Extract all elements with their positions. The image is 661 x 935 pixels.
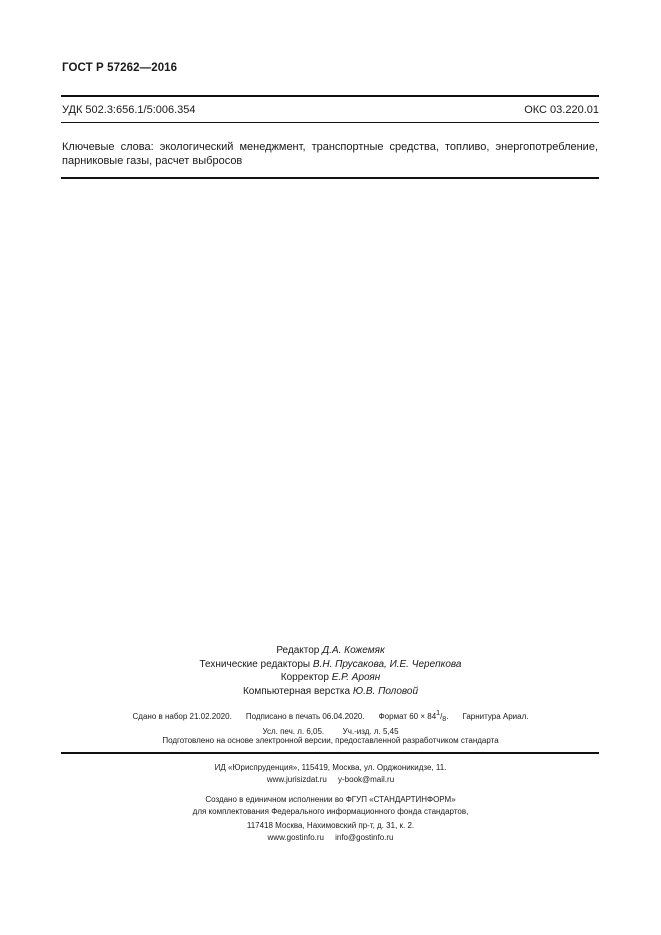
credit-tech-editors [0,658,661,672]
publisher-address: ИД «Юриспруденция», 115419, Москва, ул. Орджоникидзе, 11. [214,763,447,772]
tech-editors-label: Технические редакторы [199,658,311,670]
printer-website[interactable]: www.gostinfo.ru [267,833,324,842]
paper-format: Формат $60 \times 84^1/_8$. [378,710,449,723]
publisher-block [0,762,661,786]
publisher-email[interactable]: y-book@mail.ru [338,775,395,784]
corrector-label: Корректор [280,672,329,684]
printer-line-2: для комплектования Федерального информационного фонда стандартов, [192,807,469,816]
keywords-line-2: парниковые газы, расчет выбросов [62,155,243,167]
pub-sheets-value: 5,45 [382,727,399,736]
credit-editor [0,644,661,658]
oks-code: ОКС 03.220.01 [524,104,599,116]
printer-line-1: Создано в единичном исполнении во ФГУП «СТАНДАРТИНФОРМ» [205,795,456,804]
printer-email[interactable]: info@gostinfo.ru [335,833,394,842]
signed-date: Подписано в печать 06.04.2020. [245,712,365,721]
credits-block [0,644,661,698]
keywords-rule [61,177,599,179]
editor-label: Редактор [276,645,320,656]
print-info-line-1 [0,708,661,726]
printer-address: 117418 Москва, Нахимовский пр-т, д. 31, к. 2. [246,821,415,830]
keywords-line-1: Ключевые слова: экологический менеджмент, транспортные средства, топливо, энергопотребление, [62,141,598,153]
publisher-contacts [0,774,661,786]
tech-editors-names: В.Н. Прусакова, И.Е. Черепкова [312,658,462,670]
pub-sheets-label: Уч.-изд. л. [342,727,381,736]
credit-layout [0,685,661,699]
printer-block [0,794,661,818]
printer-contacts [0,832,661,844]
keywords-block [62,140,598,168]
typeface: Гарнитура Ариал. [462,712,529,721]
prepared-note: Подготовлено на основе электронной версии, предоставленной разработчиком стандарта [162,736,499,745]
conv-sheets-value: 6,05. [306,727,325,736]
conv-sheets-label: Усл. печ. л. [262,727,305,736]
classification-rule [61,122,599,123]
udc-code: УДК 502.3:656.1/5:006.354 [62,104,196,116]
layout-name: Ю.В. Половой [352,685,419,697]
typeset-date: Сдано в набор 21.02.2020. [132,712,232,721]
standard-number: ГОСТ Р 57262—2016 [62,62,178,74]
editor-name: Д.А. Кожемяк [322,645,385,656]
printer-contacts-block [0,820,661,844]
corrector-name: Е.Р. Ароян [331,672,381,684]
top-rule [61,95,599,97]
credit-corrector [0,671,661,685]
bottom-rule [61,752,599,754]
layout-label: Компьютерная верстка [242,685,351,697]
print-info [0,708,661,738]
publisher-website[interactable]: www.jurisizdat.ru [266,775,327,784]
